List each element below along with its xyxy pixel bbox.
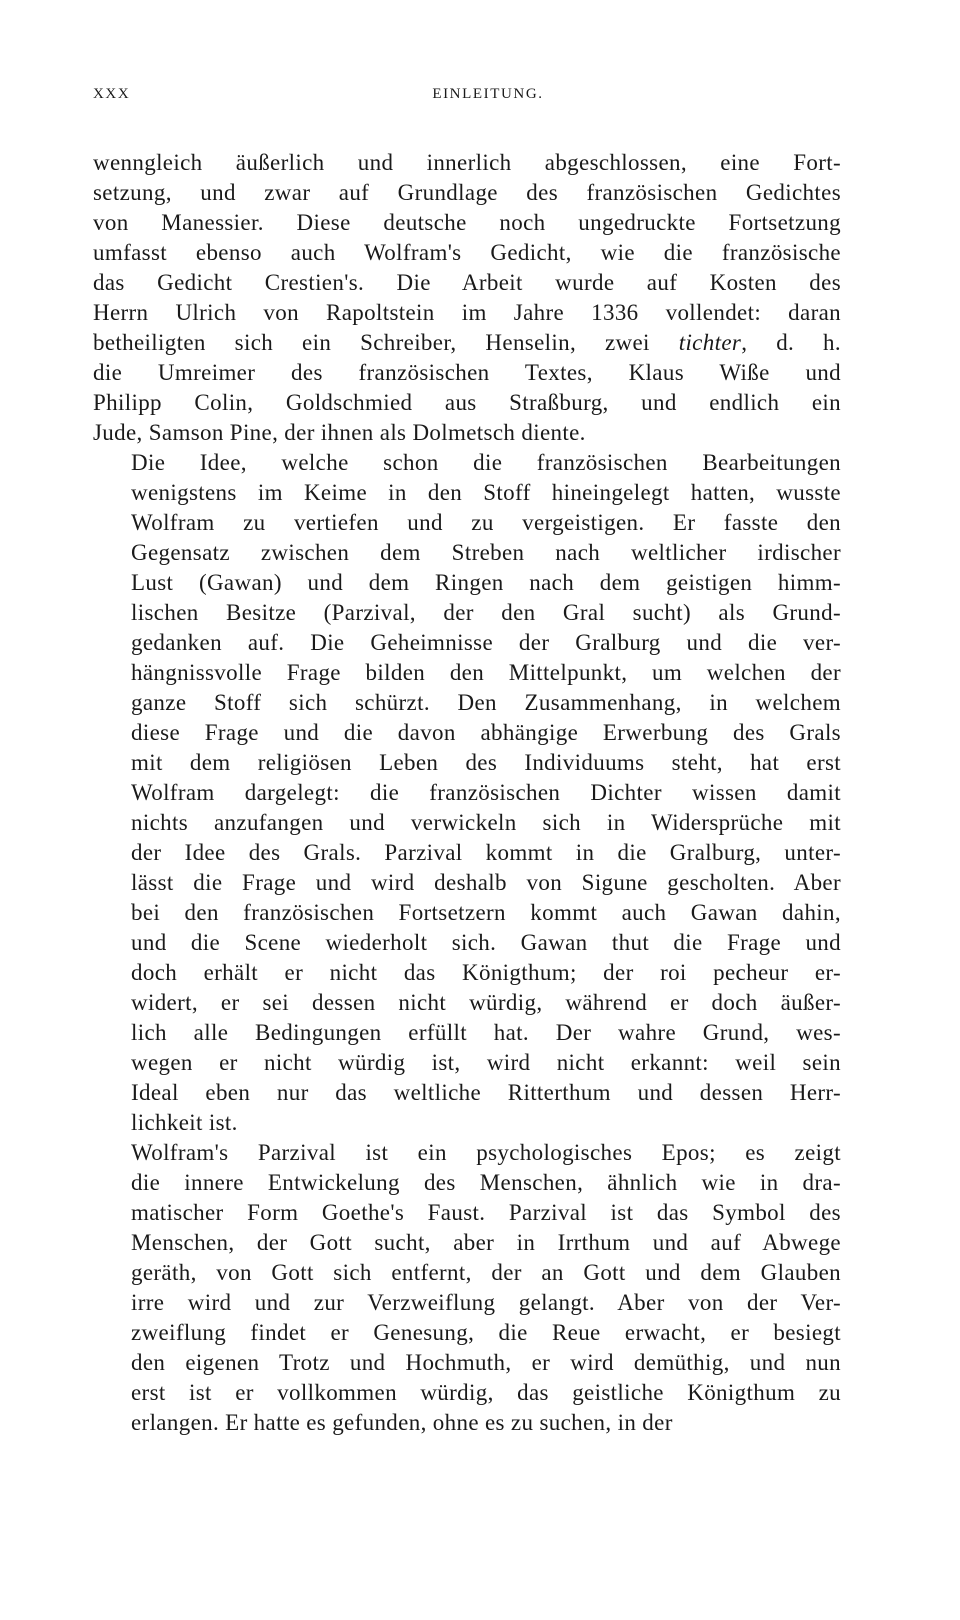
paragraph (93, 1138, 841, 1438)
text-line: lischen Besitze (Parzival, der den Gral sucht) als Grund- (131, 600, 841, 625)
text-line: der Idee des Grals. Parzival kommt in die Gralburg, unter- (131, 840, 841, 865)
text-line: Wolfram dargelegt: die französischen Dichter wissen damit (131, 780, 841, 805)
text-line: lichkeit ist. (131, 1110, 238, 1135)
text-line: wegen er nicht würdig ist, wird nicht erkannt: weil sein (131, 1050, 841, 1075)
text-line: ganze Stoff sich schürzt. Den Zusammenhang, in welchem (131, 690, 841, 715)
text-line: umfasst ebenso auch Wolfram's Gedicht, wie die französische (93, 240, 841, 265)
text-line: Herrn Ulrich von Rapoltstein im Jahre 1336 vollendet: daran (93, 300, 841, 325)
text-line: gedanken auf. Die Geheimnisse der Gralburg und die ver- (131, 630, 841, 655)
text-line: wenngleich äußerlich und innerlich abgeschlossen, eine Fort- (93, 150, 841, 175)
text-line: hängnissvolle Frage bilden den Mittelpunkt, um welchen der (131, 660, 841, 685)
text-line: die innere Entwickelung des Menschen, ähnlich wie in dra- (131, 1170, 841, 1195)
paragraph (93, 148, 841, 448)
text-line: matischer Form Goethe's Faust. Parzival ist das Symbol des (131, 1200, 841, 1225)
text-line: Ideal eben nur das weltliche Ritterthum und dessen Herr- (131, 1080, 841, 1105)
text-line: lich alle Bedingungen erfüllt hat. Der wahre Grund, wes- (131, 1020, 841, 1045)
text-line: Jude, Samson Pine, der ihnen als Dolmetsch diente. (93, 420, 586, 445)
text-line: setzung, und zwar auf Grundlage des französischen Gedichtes (93, 180, 841, 205)
text-line: von Manessier. Diese deutsche noch ungedruckte Fortsetzung (93, 210, 841, 235)
text-line: Menschen, der Gott sucht, aber in Irrthum und auf Abwege (131, 1230, 841, 1255)
text-line: geräth, von Gott sich entfernt, der an Gott und dem Glauben (131, 1260, 841, 1285)
text-line: Wolfram zu vertiefen und zu vergeistigen. Er fasste den (131, 510, 841, 535)
text-line: Lust (Gawan) und dem Ringen nach dem geistigen himm- (131, 570, 841, 595)
text-line: nichts anzufangen und verwickeln sich in Widersprüche mit (131, 810, 841, 835)
text-line: erst ist er vollkommen würdig, das geistliche Königthum zu (131, 1380, 841, 1405)
text-line: doch erhält er nicht das Königthum; der roi pecheur er- (131, 960, 841, 985)
page-number: XXX (93, 86, 131, 102)
running-title: EINLEITUNG. (432, 86, 544, 102)
text-line: diese Frage und die davon abhängige Erwerbung des Grals (131, 720, 841, 745)
text-line: erlangen. Er hatte es gefunden, ohne es zu suchen, in der (131, 1410, 673, 1435)
text-line: das Gedicht Crestien's. Die Arbeit wurde auf Kosten des (93, 270, 841, 295)
italic-term: tichter (678, 330, 742, 355)
text-line: irre wird und zur Verzweiflung gelangt. Aber von der Ver- (131, 1290, 841, 1315)
text-line: zweiflung findet er Genesung, die Reue erwacht, er besiegt (131, 1320, 841, 1345)
body-text (93, 148, 841, 1438)
running-head (93, 86, 839, 110)
text-line: lässt die Frage und wird deshalb von Sigune gescholten. Aber (131, 870, 841, 895)
text-line: Wolfram's Parzival ist ein psychologisches Epos; es zeigt (131, 1140, 841, 1165)
text-line: den eigenen Trotz und Hochmuth, er wird demüthig, und nun (131, 1350, 841, 1375)
paragraph (93, 448, 841, 1138)
text-line: Die Idee, welche schon die französischen Bearbeitungen (131, 450, 841, 475)
text-line: mit dem religiösen Leben des Individuums steht, hat erst (131, 750, 841, 775)
text-line: betheiligten sich ein Schreiber, Henselin, zwei tichter, d. h. (93, 330, 842, 355)
text-line: die Umreimer des französischen Textes, Klaus Wiße und (93, 360, 841, 385)
text-line: Gegensatz zwischen dem Streben nach weltlicher irdischer (131, 540, 841, 565)
text-line: bei den französischen Fortsetzern kommt auch Gawan dahin, (131, 900, 841, 925)
text-line: und die Scene wiederholt sich. Gawan thut die Frage und (131, 930, 841, 955)
text-line: Philipp Colin, Goldschmied aus Straßburg, und endlich ein (93, 390, 841, 415)
text-line: wenigstens im Keime in den Stoff hineingelegt hatten, wusste (131, 480, 841, 505)
text-line: widert, er sei dessen nicht würdig, während er doch äußer- (131, 990, 841, 1015)
